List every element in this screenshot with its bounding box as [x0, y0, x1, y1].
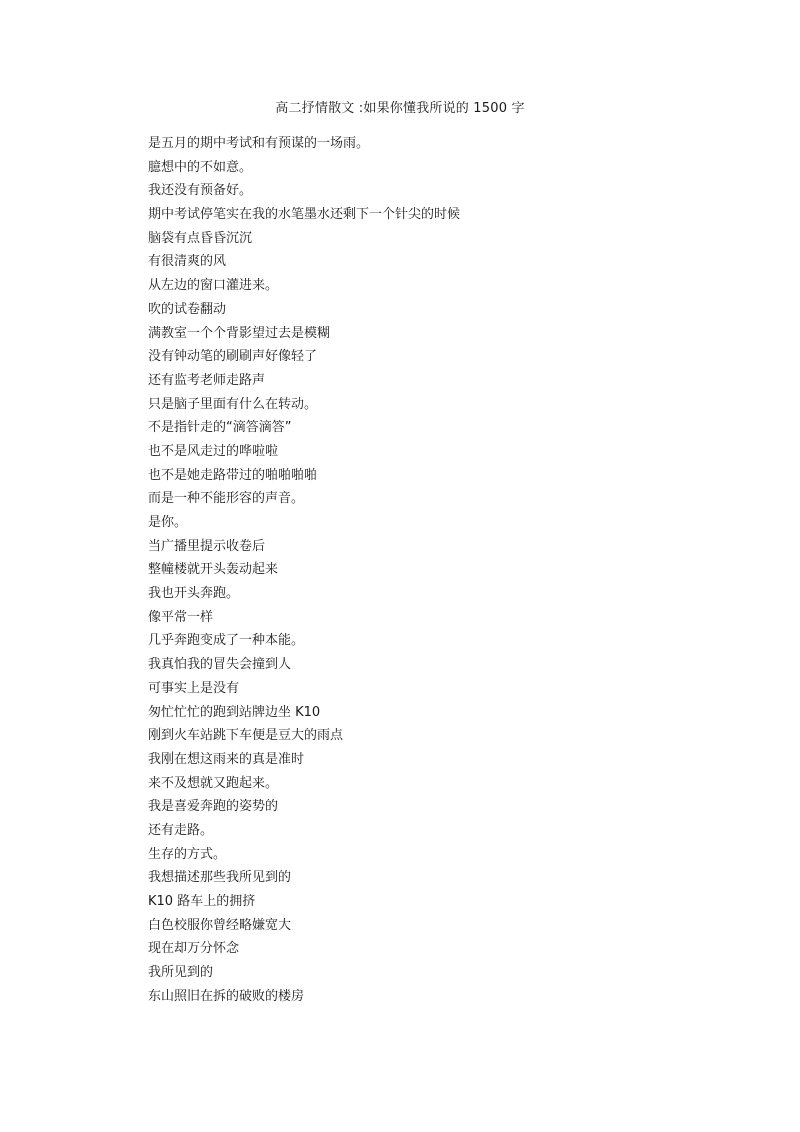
text-line: 而是一种不能形容的声音。 — [148, 491, 305, 507]
text-line: 吹的试卷翻动 — [148, 301, 227, 317]
text-line: 现在却万分怀念 — [148, 941, 240, 957]
text-line: 我刚在想这雨来的真是准时 — [148, 751, 305, 767]
text-line: 臆想中的不如意。 — [148, 159, 253, 175]
text-line: 来不及想就又跑起来。 — [148, 775, 279, 791]
document-body — [148, 135, 708, 1011]
text-line: 整幢楼就开头轰动起来 — [148, 562, 279, 578]
text-line: 我还没有预备好。 — [148, 183, 253, 199]
text-line: 匆忙忙忙的跑到站牌边坐 K10 — [148, 704, 321, 720]
text-line: 没有钟动笔的刷刷声好像轻了 — [148, 349, 318, 365]
text-line: 也不是她走路带过的啪啪啪啪 — [148, 467, 318, 483]
text-line: 满教室一个个背影望过去是模糊 — [148, 325, 331, 341]
text-line: 刚到火车站跳下车便是豆大的雨点 — [148, 728, 344, 744]
text-line: 也不是风走过的哗啦啦 — [148, 443, 279, 459]
text-line: 可事实上是没有 — [148, 680, 240, 696]
text-line: 几乎奔跑变成了一种本能。 — [148, 633, 305, 649]
text-line: 我也开头奔跑。 — [148, 586, 240, 602]
text-line: 白色校服你曾经略嫌宽大 — [148, 917, 292, 933]
text-line: 我想描述那些我所见到的 — [148, 870, 292, 886]
text-line: 有很清爽的风 — [148, 254, 227, 270]
document-title: 高二抒情散文 :如果你懂我所说的 1500 字 — [275, 101, 525, 116]
text-line: 生存的方式。 — [148, 846, 227, 862]
text-line: 当广播里提示收卷后 — [148, 538, 266, 554]
text-line: 还有走路。 — [148, 822, 214, 838]
text-line: 脑袋有点昏昏沉沉 — [148, 230, 253, 246]
text-line: 还有监考老师走路声 — [148, 372, 266, 388]
text-line: 从左边的窗口灌进来。 — [148, 278, 279, 294]
text-line: 我真怕我的冒失会撞到人 — [148, 657, 292, 673]
text-line: 期中考试停笔实在我的水笔墨水还剩下一个针尖的时候 — [148, 207, 461, 223]
text-line: 是你。 — [148, 515, 188, 530]
text-line: 东山照旧在拆的破败的楼房 — [148, 988, 305, 1004]
text-line: 是五月的期中考试和有预谋的一场雨。 — [148, 136, 370, 151]
text-line: 像平常一样 — [148, 609, 214, 625]
text-line: K10 路车上的拥挤 — [148, 894, 256, 909]
text-line: 不是指针走的“滴答滴答” — [148, 420, 292, 436]
text-line: 我是喜爱奔跑的姿势的 — [148, 799, 279, 815]
text-line: 我所见到的 — [148, 965, 214, 981]
text-line: 只是脑子里面有什么在转动。 — [148, 396, 318, 412]
